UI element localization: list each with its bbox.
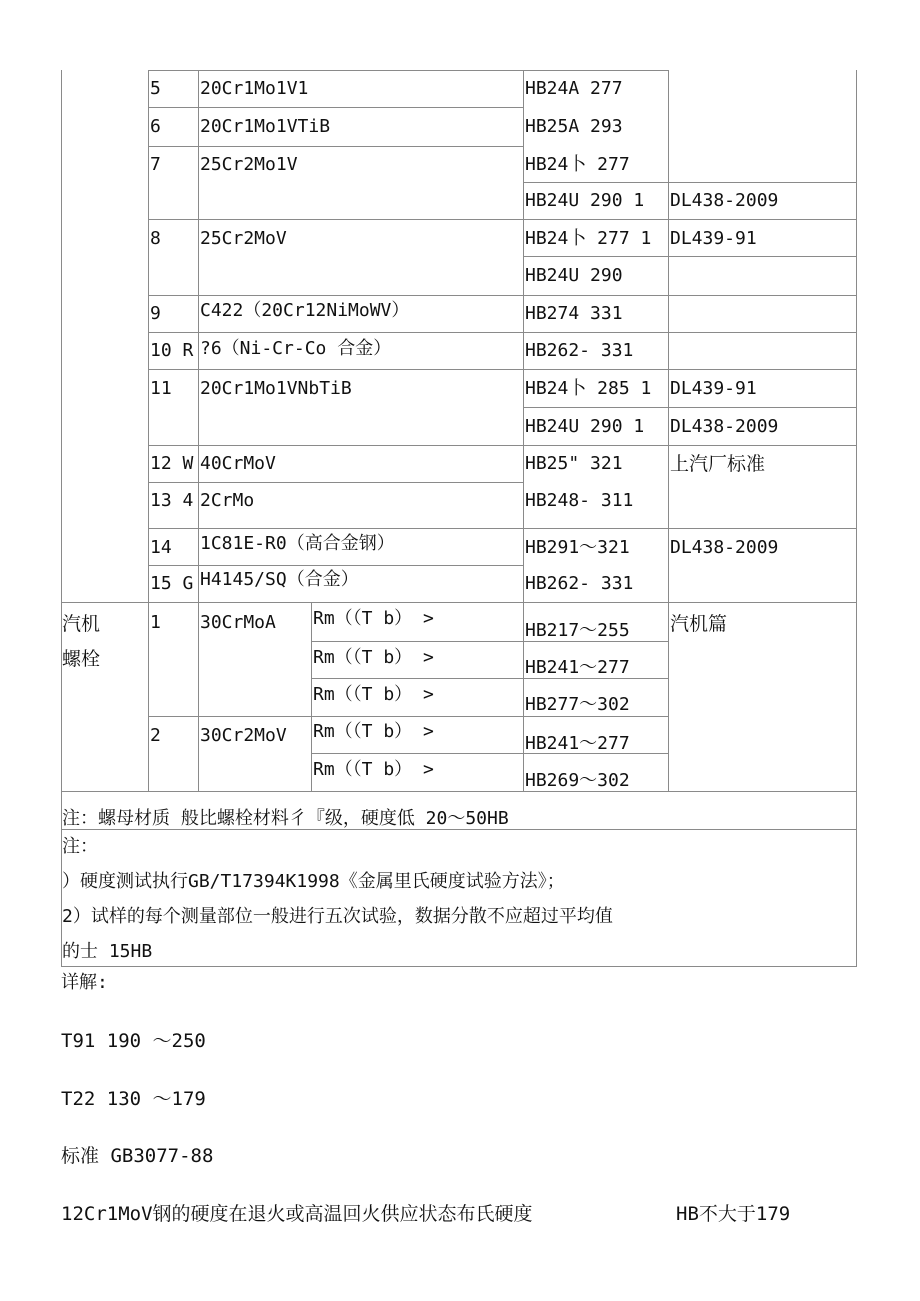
material-cell: 20Cr1Mo1V1 — [200, 78, 309, 99]
standard-cell: DL438-2009 — [670, 537, 779, 558]
hardness-cell: HB24卜 277 — [525, 154, 630, 175]
detail-line: 标准 GB3077-88 — [61, 1145, 214, 1167]
standard-cell: DL438-2009 — [670, 416, 779, 437]
material-cell: ?6（Ni-Cr-Co 合金） — [200, 338, 392, 359]
hardness-cell: HB262- 331 — [525, 340, 634, 361]
strength-cell: Rm（（T b） > — [313, 647, 434, 668]
row-number: 14 — [150, 537, 172, 558]
table-border-right — [856, 70, 857, 967]
hardness-cell: HB24卜 285 1 — [525, 378, 652, 399]
detail-line: T91 190 ～250 — [61, 1030, 206, 1052]
material-cell: 30CrMoA — [200, 612, 276, 633]
material-cell: H4145/SQ（合金） — [200, 569, 359, 590]
hardness-cell: HB217～255 — [525, 620, 630, 641]
hardness-cell: HB24U 290 — [525, 265, 623, 286]
material-cell: 2CrMo — [200, 490, 255, 511]
material-cell: 20Cr1Mo1VNbTiB — [200, 378, 352, 399]
standard-cell: DL439-91 — [670, 378, 757, 399]
material-cell: 30Cr2MoV — [200, 725, 287, 746]
table-border-left — [61, 70, 62, 967]
row-number: 15 G — [150, 573, 194, 594]
row-line — [523, 182, 857, 183]
standard-cell: DL439-91 — [670, 228, 757, 249]
row-number: 13 4 — [150, 490, 194, 511]
detail-line: 12Cr1MoV钢的硬度在退火或高温回火供应状态布氏硬度 — [61, 1203, 533, 1225]
hardness-cell: HB24卜 277 1 — [525, 228, 652, 249]
material-cell: 25Cr2Mo1V — [200, 154, 298, 175]
hardness-cell: HB269～302 — [525, 770, 630, 791]
row-line — [148, 70, 669, 71]
material-cell: 20Cr1Mo1VTiB — [200, 116, 331, 137]
standard-cell: DL438-2009 — [670, 190, 779, 211]
row-number: 10 R — [150, 340, 194, 361]
strength-cell: Rm（（T b） > — [313, 608, 434, 629]
hardness-cell: HB241～277 — [525, 657, 630, 678]
row-line — [148, 107, 524, 108]
col-divider-no — [148, 70, 149, 792]
hardness-cell: HB262- 331 — [525, 573, 634, 594]
row-number: 8 — [150, 228, 161, 249]
strength-cell: Rm（（T b） > — [313, 759, 434, 780]
nut-note: 注：螺母材质 般比螺栓材料彳『级，硬度低 20～50HB — [62, 808, 509, 829]
col-divider-hb — [523, 70, 524, 792]
detail-line: T22 130 ～179 — [61, 1088, 206, 1110]
hardness-cell: HB24A 277 — [525, 78, 623, 99]
material-cell: 1C81E-R0（高合金钢） — [200, 533, 395, 554]
standard-cell: 上汽厂标准 — [670, 453, 766, 475]
row-line — [148, 219, 857, 220]
note-line: 的士 15HB — [62, 941, 153, 962]
row-number: 12 W — [150, 453, 194, 474]
row-line — [61, 791, 857, 792]
row-number: 7 — [150, 154, 161, 175]
hardness-cell: HB291～321 — [525, 537, 630, 558]
note-line: ）硬度测试执行GB/T17394K1998《金属里氏硬度试验方法》； — [62, 871, 565, 892]
row-number: 6 — [150, 116, 161, 137]
row-line — [523, 256, 857, 257]
row-line — [61, 966, 857, 967]
standard-cell: 汽机篇 — [670, 613, 728, 635]
row-line — [61, 602, 857, 603]
hardness-cell: HB24U 290 1 — [525, 416, 645, 437]
col-divider-strength — [311, 603, 312, 792]
note-line: 2）试样的每个测量部位一般进行五次试验，数据分散不应超过平均值 — [62, 906, 613, 927]
row-line — [148, 482, 524, 483]
hardness-cell: HB274 331 — [525, 303, 623, 324]
row-number: 11 — [150, 378, 172, 399]
row-line — [148, 445, 857, 446]
row-number: 9 — [150, 303, 161, 324]
row-line — [148, 332, 857, 333]
row-number: 1 — [150, 612, 161, 633]
row-number: 5 — [150, 78, 161, 99]
hardness-cell: HB24U 290 1 — [525, 190, 645, 211]
hardness-cell: HB248- 311 — [525, 490, 634, 511]
row-line — [148, 528, 857, 529]
row-line — [148, 716, 669, 717]
note-title: 注： — [62, 836, 98, 857]
group-label: 汽机 — [62, 613, 101, 635]
material-cell: 40CrMoV — [200, 453, 276, 474]
detail-line: HB不大于179 — [676, 1203, 791, 1225]
material-cell: 25Cr2MoV — [200, 228, 287, 249]
row-line — [148, 295, 857, 296]
material-cell: C422（20Cr12NiMoWV） — [200, 300, 410, 321]
col-divider-material — [198, 70, 199, 792]
strength-cell: Rm（（T b） > — [313, 684, 434, 705]
row-line — [148, 369, 857, 370]
strength-cell: Rm（（T b） > — [313, 721, 434, 742]
hardness-cell: HB25A 293 — [525, 116, 623, 137]
group-label: 螺栓 — [62, 648, 101, 670]
details-title: 详解: — [61, 972, 108, 993]
row-line — [148, 146, 524, 147]
hardness-cell: HB277～302 — [525, 694, 630, 715]
hardness-cell: HB241～277 — [525, 733, 630, 754]
hardness-cell: HB25" 321 — [525, 453, 623, 474]
row-number: 2 — [150, 725, 161, 746]
row-line — [148, 565, 524, 566]
row-line — [523, 407, 857, 408]
col-divider-std — [668, 70, 669, 792]
